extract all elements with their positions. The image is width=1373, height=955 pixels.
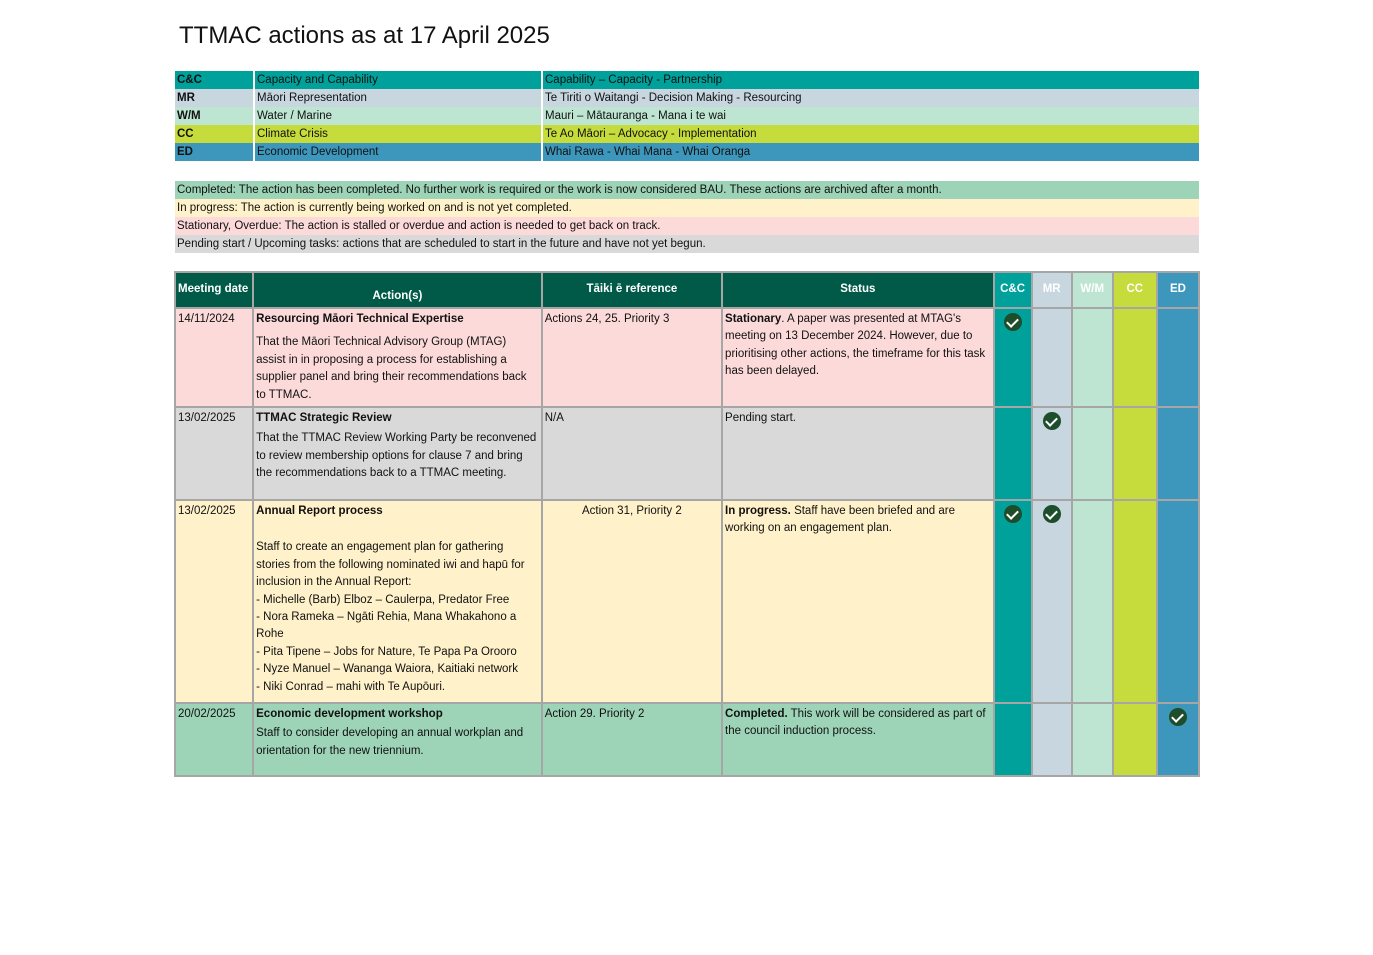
row-reference: Action 29. Priority 2 — [542, 703, 722, 776]
check-circle-icon — [1043, 505, 1061, 523]
legend-name: Climate Crisis — [254, 125, 542, 143]
row-action — [253, 407, 542, 500]
status-completed-legend: Completed: The action has been completed. No further work is required or the work is now considered BAU. These actions are archived after a month. — [175, 181, 1199, 199]
actions-table — [174, 271, 1200, 777]
status-lead: Stationary — [725, 313, 782, 325]
row-status — [722, 500, 994, 703]
status-legend — [175, 181, 1199, 253]
category-legend — [175, 71, 1199, 161]
legend-themes: Te Tiriti o Waitangi - Decision Making - Resourcing — [545, 92, 802, 104]
legend-name: Māori Representation — [254, 89, 542, 107]
header-mr: MR — [1032, 272, 1072, 308]
row-reference: N/A — [542, 407, 722, 500]
legend-row-cc — [175, 71, 1199, 89]
cell-clim — [1113, 500, 1157, 703]
legend-row-wm — [175, 107, 1199, 125]
status-text: Pending start. — [725, 412, 797, 425]
action-body: That the TTMAC Review Working Party be reconvened to review membership options for clause 7 and bring the recommendations back to a TTMAC meeting. — [256, 432, 537, 480]
row-action — [253, 500, 542, 703]
check-circle-icon — [1043, 412, 1061, 430]
row-status — [722, 407, 994, 500]
cell-ed — [1157, 703, 1199, 776]
row-date: 13/02/2025 — [175, 407, 253, 500]
action-body: That the Māori Technical Advisory Group (MTAG) assist in in proposing a process for establishing a supplier panel and bring their recommendations back to TTMAC. — [256, 336, 527, 401]
action-title: Annual Report process — [256, 505, 383, 518]
cell-ed — [1157, 308, 1199, 407]
legend-row-clim — [175, 125, 1199, 143]
row-status — [722, 703, 994, 776]
cell-clim — [1113, 703, 1157, 776]
status-in-progress-legend: In progress: The action is currently being worked on and is not yet completed. — [175, 199, 1199, 217]
legend-row-mr — [175, 89, 1199, 107]
status-stationary-legend: Stationary, Overdue: The action is stalled or overdue and action is needed to get back on track. — [175, 217, 1199, 235]
legend-name: Capacity and Capability — [254, 71, 542, 89]
header-clim: CC — [1113, 272, 1157, 308]
check-circle-icon — [1004, 505, 1022, 523]
table-row — [175, 407, 1199, 500]
legend-name: Economic Development — [254, 143, 542, 161]
header-cc: C&C — [994, 272, 1032, 308]
cell-mr — [1032, 500, 1072, 703]
list-item: - Nora Rameka – Ngāti Rehia, Mana Whakahono a Rohe — [256, 611, 517, 641]
header-actions: Action(s) — [253, 272, 542, 308]
action-title: Resourcing Māori Technical Expertise — [256, 313, 464, 325]
row-action — [253, 703, 542, 776]
action-body: Staff to create an engagement plan for gathering stories from the following nominated iwi and hapū for inclusion in the Annual Report: — [256, 541, 525, 589]
status-text: . A paper was presented at MTAG's meeting on 13 December 2024. However, due to prioritising other actions, the timeframe for this task has been delayed. — [725, 313, 986, 378]
row-reference: Action 31, Priority 2 — [542, 500, 722, 703]
list-item: - Michelle (Barb) Elboz – Caulerpa, Predator Free — [256, 593, 510, 606]
cell-clim — [1113, 407, 1157, 500]
row-action — [253, 308, 542, 407]
cell-wm — [1072, 308, 1113, 407]
cell-mr — [1032, 407, 1072, 500]
legend-themes: Whai Rawa - Whai Mana - Whai Oranga — [545, 146, 751, 158]
cell-wm — [1072, 407, 1113, 500]
status-lead: Completed. — [725, 708, 788, 721]
cell-wm — [1072, 703, 1113, 776]
legend-code: ED — [175, 143, 254, 161]
legend-name: Water / Marine — [254, 107, 542, 125]
table-header-row — [175, 272, 1199, 308]
header-reference: Tāiki ē reference — [542, 272, 722, 308]
row-status — [722, 308, 994, 407]
status-text: Staff have been briefed and are working on an engagement plan. — [725, 505, 955, 535]
page-title: TTMAC actions as at 17 April 2025 — [179, 22, 550, 49]
cell-ed — [1157, 500, 1199, 703]
header-ed: ED — [1157, 272, 1199, 308]
list-item: - Pita Tipene – Jobs for Nature, Te Papa Pa Orooro — [256, 645, 517, 658]
legend-themes: Mauri – Mātauranga - Mana i te wai — [545, 110, 726, 122]
status-pending-legend: Pending start / Upcoming tasks: actions that are scheduled to start in the future and have not yet begun. — [175, 235, 1199, 253]
action-title: TTMAC Strategic Review — [256, 412, 392, 425]
status-lead: In progress. — [725, 505, 791, 518]
legend-themes: Te Ao Māori – Advocacy - Implementation — [545, 128, 757, 140]
cell-cc — [994, 407, 1032, 500]
legend-code: MR — [175, 89, 254, 107]
legend-code: W/M — [175, 107, 254, 125]
header-wm: W/M — [1072, 272, 1113, 308]
legend-code: CC — [175, 125, 254, 143]
table-row — [175, 500, 1199, 703]
check-circle-icon — [1004, 313, 1022, 331]
cell-mr — [1032, 308, 1072, 407]
legend-row-ed — [175, 143, 1199, 161]
cell-cc — [994, 500, 1032, 703]
cell-wm — [1072, 500, 1113, 703]
legend-themes: Capability – Capacity - Partnership — [545, 74, 723, 86]
table-row — [175, 308, 1199, 407]
row-reference: Actions 24, 25. Priority 3 — [542, 308, 722, 407]
cell-cc — [994, 308, 1032, 407]
row-date: 14/11/2024 — [175, 308, 253, 407]
list-item: - Nyze Manuel – Wananga Waiora, Kaitiaki network — [256, 663, 518, 676]
status-text: This work will be considered as part of the council induction process. — [725, 708, 986, 738]
legend-code: C&C — [175, 71, 254, 89]
row-date: 13/02/2025 — [175, 500, 253, 703]
header-meeting-date: Meeting date — [175, 272, 253, 308]
header-status: Status — [722, 272, 994, 308]
cell-mr — [1032, 703, 1072, 776]
row-date: 20/02/2025 — [175, 703, 253, 776]
cell-clim — [1113, 308, 1157, 407]
table-row — [175, 703, 1199, 776]
check-circle-icon — [1169, 708, 1187, 726]
cell-cc — [994, 703, 1032, 776]
action-body: Staff to consider developing an annual workplan and orientation for the new triennium. — [256, 727, 524, 757]
cell-ed — [1157, 407, 1199, 500]
action-title: Economic development workshop — [256, 708, 443, 721]
list-item: - Niki Conrad – mahi with Te Aupōuri. — [256, 680, 446, 693]
